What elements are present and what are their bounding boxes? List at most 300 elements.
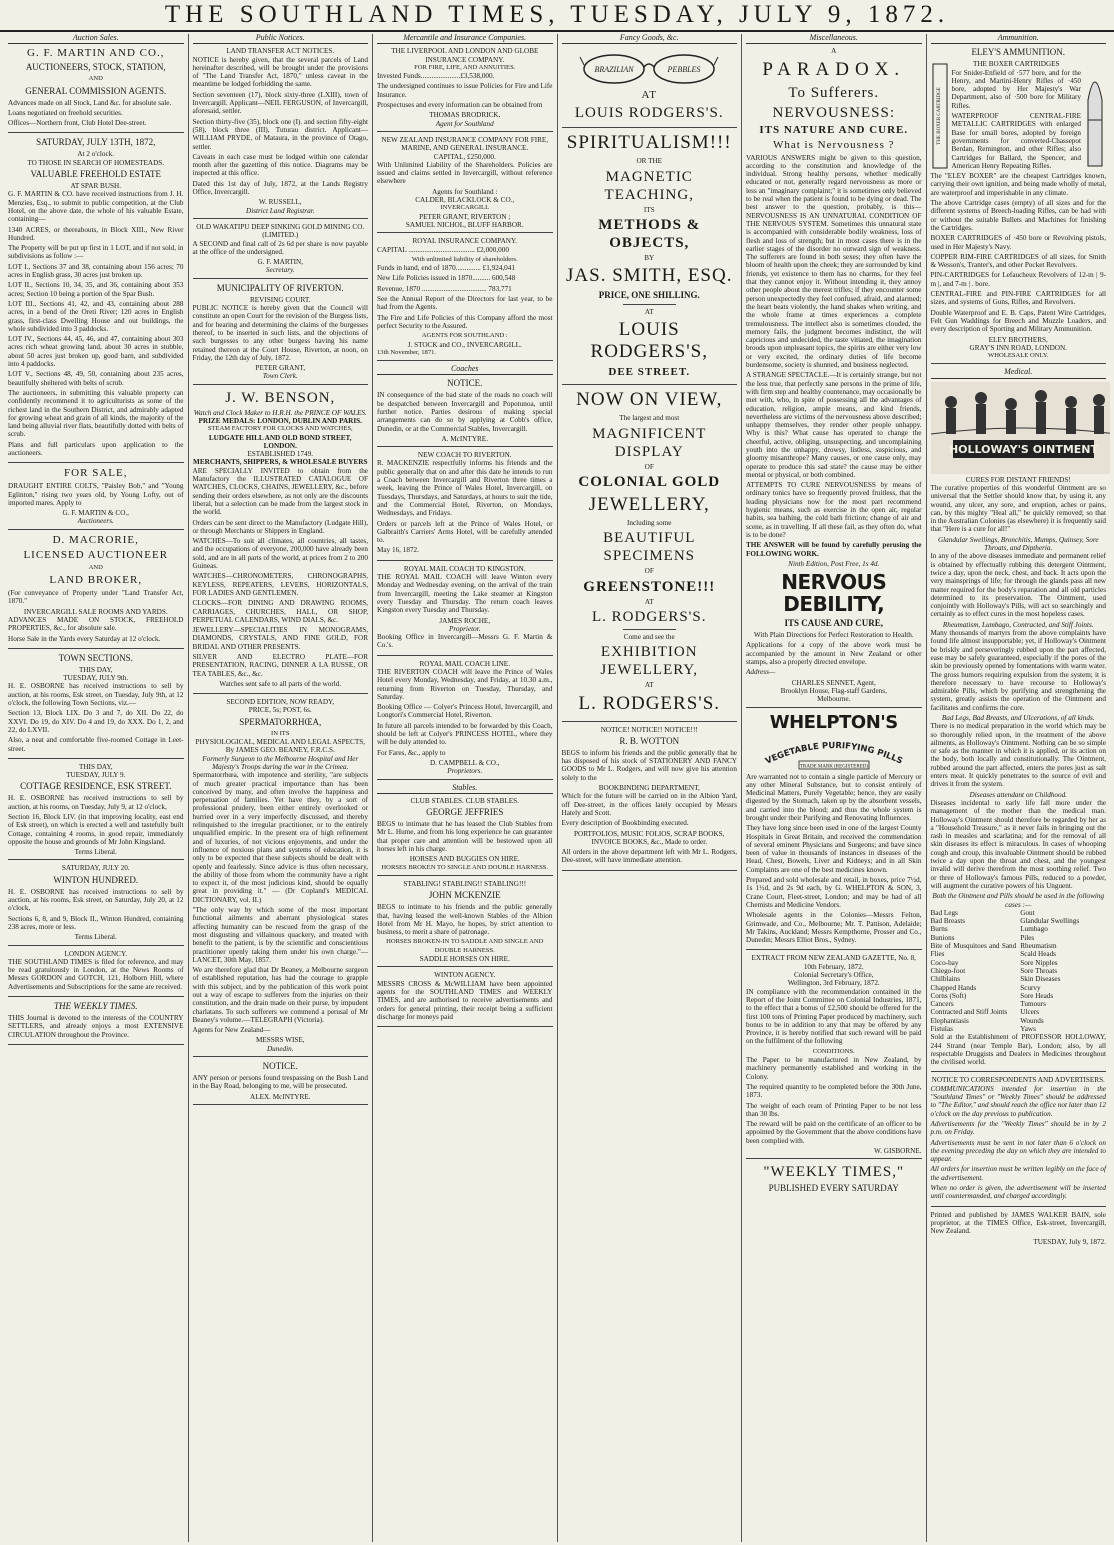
royal-signature: J. STOCK and CO., INVERCARGILL.: [407, 340, 522, 349]
magnificent: MAGNIFICENT DISPLAY: [592, 425, 707, 460]
price: PRICE, ONE SHILLING.: [598, 290, 700, 301]
benson-established: ESTABLISHED 1749.: [247, 450, 314, 459]
winton-agency-ad: [377, 971, 553, 1027]
osborne-body: H. E. OSBORNE has received instructions to sell by auction, at his rooms, Esk street, on Tuesday, July 9th, at 12 o'clock, the following Town Sections, viz.—: [8, 682, 184, 708]
imprint-date: TUESDAY, July 9, 1872.: [1033, 1237, 1106, 1246]
at-3: AT: [644, 597, 654, 606]
nz-agent-1b: INVERCARGILL: [440, 204, 490, 212]
benson-orders: Orders can be sent direct to the Manufactory (Ludgate Hill), or through Merchants or Shippers in England.: [192, 518, 368, 535]
benson-steam: STEAM FACTORY FOR CLOCKS AND WATCHES,: [207, 425, 353, 433]
macrorie-sub2: LAND BROKER,: [49, 574, 143, 587]
newcoach-date: May 16, 1872.: [377, 546, 419, 555]
strange-spectacle: A STRANGE SPECTACLE.—It is certainly strange, but not the less true, that perfectly sane persons in the prime of life, with firm step and healthy countenance, may occasionally be met with, who, in spite of possessing all the advantages of education, religion, ample means, and kind friends, nevertheless are victims of the nervousness above described; unhappy themselves, they render other people unhappy. Why is this? What cause has operated to change the cheerful, active, obliging, unsuspecting, and uncomplaining youth into the unhappy, drowsy, listless, suspicious, and gloomy misanthrope? Many causes, or one cause only, may operate to produce this sad state? the cause may be either mental or physical, or both combined.: [746, 371, 922, 479]
c-notice-signature: A. McINTYRE.: [441, 434, 488, 443]
eley-ad: [931, 47, 1107, 364]
sperm-sub: PHYSIOLOGICAL, MEDICAL AND LEGAL ASPECTS,: [195, 738, 366, 747]
winton-sections: Sections 6, 8, and 9, Block II., Winton Hundred, containing 238 acres, more or less.: [8, 914, 184, 931]
second-price: PRICE, 5s; POST, 6s.: [248, 706, 312, 715]
lot-5: LOT V., Sections 48, 49, 50, containing about 235 acres, beautifully sheltered with belts of scrub.: [8, 370, 184, 387]
ltact-title: LAND TRANSFER ACT NOTICES.: [226, 47, 335, 56]
disease-item: Elephantiasis: [930, 1016, 969, 1025]
sperm-location: Dunedin.: [266, 1044, 294, 1053]
weekly-title: THE WEEKLY TIMES.: [53, 1001, 138, 1012]
disease-item: Sore Heads: [1020, 991, 1054, 1000]
pills-logo-text: VEGETABLE PURIFYING PILLS: [763, 740, 904, 767]
benson-watches: WATCHES—To suit all climates, all countries, all tastes, and the occupations of everyone, 200,000 have already been sold, and are in all parts of the world, at prices from 2 to 200 Guineas.: [192, 537, 368, 571]
kingston-signature: JAMES ROCHE,: [439, 616, 491, 625]
tuesday: TUESDAY, JULY 9th.: [63, 674, 129, 683]
melbourne: Melbourne.: [817, 695, 851, 704]
double-waterproof: Double Waterproof and E. B. Caps, Patent Wire Cartridges, Felt Gun Waddings for Breech and Muzzle Loaders, and every description of Sporting and Military Ammunition.: [930, 308, 1106, 334]
cottage-note: Also, a neat and comfortable five-roomed Cottage in Leet-street.: [8, 736, 184, 753]
second-edition: SECOND EDITION, NOW READY,: [226, 698, 335, 707]
mckenzie-title: JOHN MCKENZIE: [428, 890, 501, 901]
ltact-body: NOTICE is hereby given, that the several parcels of Land hereinafter described, will be brought under the provisions of "The Land Transfer Act, 1870," unless caveat in the meantime be lodged forbidding the same.: [192, 55, 368, 89]
whelpton-ad: [746, 712, 922, 951]
central-fire: CENTRAL-FIRE and PIN-FIRE CARTRIDGES for all sizes, and systems of Guns, Rifles, and Revolvers.: [930, 290, 1106, 307]
rodgers-1: LOUIS RODGERS'S.: [574, 105, 724, 122]
disease-item: Glandular Swellings: [1020, 917, 1080, 926]
eley-title: ELEY'S AMMUNITION.: [971, 47, 1066, 58]
terms: Terms Liberal.: [74, 848, 117, 857]
spiritualism-ad: [562, 132, 738, 385]
macrorie-and: AND: [88, 563, 103, 571]
sperm-by: By JAMES GEO. BEANEY, F.R.C.S.: [225, 746, 335, 755]
rmcl-body: THE RIVERTON COACH will leave the Prince of Wales Hotel every Monday, Wednesday, and Friday, at 10.30 a.m., returning from Riverton on Tuesday, Thursday, and Saturday.: [377, 668, 553, 701]
come: Come and see the: [623, 632, 675, 641]
royal-title: ROYAL INSURANCE COMPANY.: [412, 237, 518, 246]
eley-boxer: The "ELEY BOXER" are the cheapest Cartridges known, carrying their own ignition, and being made wholly of metal, are waterproof and imperishable in any climate.: [930, 172, 1106, 197]
forsale-role: Auctioneers.: [77, 517, 114, 526]
rmcl-booking: Booking Office — Colyer's Princess Hotel, Invercargill, and Longtori's Commercial Hotel, Riverton.: [377, 703, 553, 720]
ll-prospectuses: Prospectuses and every information can be obtained from: [377, 101, 543, 110]
forsale-signature: G. F. MARTIN & CO.,: [62, 509, 129, 518]
disease-item: Chapped Hands: [930, 983, 977, 992]
macrorie-horse: Horse Sale in the Yards every Saturday at 12 o'clock.: [8, 634, 161, 643]
nz-agent-2: PETER GRANT, RIVERTON ;: [419, 212, 511, 221]
benson-jewellery: JEWELLERY—SPECIALITIES IN MONOGRAMS, DIAMONDS, CRYSTALS, AND FINE GOLD, FOR BRIDAL AND OTHER PRESENTS.: [192, 626, 368, 651]
kingston-coach-ad: [377, 565, 553, 656]
or-the: OR THE: [636, 157, 663, 166]
kingston-title: ROYAL MAIL COACH TO KINGSTON.: [403, 564, 526, 573]
coach-notice-ad: [377, 378, 553, 447]
notice-body: ANY person or persons found trespassing on the Bush Land in the Bay Road, belonging to me, will be prosecuted.: [192, 1074, 368, 1091]
childhood-title: Diseases attendant on Childhood.: [969, 790, 1067, 799]
holloway-body: The curative properties of this wonderful Ointment are so universal that the Settler should know that, by using it, any wound, any ulcer, any sore, and eruption, aches or pains, can, by this mighty "Heal all," be quickly removed; so that in the Australian Colonies (as elsewhere) it is frequently said that "Here is a cure for all!": [930, 483, 1106, 534]
sperm-title: SPERMATORRHŒA,: [239, 716, 322, 727]
svg-text:VEGETABLE PURIFYING PILLS: [764, 740, 904, 766]
every-description: Every description of Bookbinding executed.: [561, 819, 689, 828]
martin-sub: AUCTIONEERS, STOCK, STATION,: [25, 62, 166, 73]
largest: The largest and most: [619, 414, 680, 423]
bad-legs-body: There is no medical preparation in the world which may be so thoroughly relied upon, in the treatment of the above ailments, as Holloway's Ointment. Nothing can be so simple or safe as the manner in which it is applied, or its action on the body, both locally and constitutionally. The Ointment, rubbed around the part affected, enters the pores just as salt enters meat. It quickly penetrates to the source of evil and drives it from the system.: [930, 722, 1106, 789]
benson-note: Watches sent safe to all parts of the world.: [219, 679, 342, 688]
column-2: [189, 34, 374, 1542]
conditions: CONDITIONS.: [812, 1047, 855, 1055]
sat-20: SATURDAY, JULY 20.: [61, 864, 130, 873]
condition-1: The Paper to be manufactured in New Zealand, by machinery permanently established and working in the Colony.: [746, 1056, 922, 1081]
tuesday-2: TUESDAY, JULY 9.: [66, 771, 126, 780]
answer: THE ANSWER will be found by carefully perusing the FOLLOWING WORK.: [746, 541, 922, 558]
ll-funds: Invested Funds......................£3,538,000.: [377, 72, 495, 81]
revolver: BOXER CARTRIDGES of ·450 bore or Revolving pistols, used in Her Majesty's Navy.: [930, 234, 1106, 251]
orders-note: All orders in the above department left with Mr L. Rodgers, Dee-street, will have immediate attention.: [561, 848, 737, 865]
jas-smith: JAS. SMITH, ESQ.: [566, 265, 733, 287]
disease-item: Sore Throats: [1020, 966, 1058, 975]
trespass-notice-ad: [193, 1061, 369, 1105]
cartridge-icon: [931, 60, 949, 170]
its: ITS: [643, 205, 655, 214]
royal-date: 13th November, 1871.: [377, 348, 437, 356]
spermatorrhoea-ad: [193, 698, 369, 1057]
spiritualism: SPIRITUALISM!!!: [566, 132, 732, 154]
london-title: LONDON AGENCY.: [64, 949, 128, 958]
nz-capital: CAPITAL, £250,000.: [433, 152, 496, 161]
martin-offices: Offices—Northern front, Club Hotel Dee-street.: [8, 119, 147, 128]
cause-cure: ITS CAUSE AND CURE,: [784, 618, 884, 629]
lot-4: LOT IV., Sections 44, 45, 46, and 47, containing about 303 acres rich wheat growing land, about 30 acres in stubble, about 50 acres just broken up, good barn, and subdivided into 4 paddocks.: [8, 335, 184, 369]
bullet-icon: [1084, 60, 1106, 170]
waterproof: WATERPROOF CENTRAL-FIRE METALLIC CARTRIDGES with enlarged Base for small bores, adopted by foreign governments for converted-Chassepot Berdan, Remington, and other Rifles; also Cartridges for Ballard, the Spencer, and American Henry Repeating Rifles.: [951, 112, 1081, 170]
wotton-body-2: Which for the future will be carried on in the Albion Yard, off Dee-street, in the offices lately occupied by Messrs Hately and Scott.: [561, 792, 737, 817]
liverpool-ad: [377, 47, 553, 132]
brooklyn: Brooklyn House, Flag-staff Gardens,: [780, 686, 887, 695]
corr-title: NOTICE TO CORRESPONDENTS AND ADVERTISERS.: [931, 1076, 1105, 1085]
sale-date: SATURDAY, JULY 13TH, 1872,: [36, 137, 156, 148]
cartridge-label: THE BOXER CARTRIDGE: [936, 87, 942, 146]
newcoach-title: NEW COACH TO RIVERTON.: [417, 451, 512, 460]
macrorie-title: D. MACRORIE,: [52, 533, 139, 546]
section-header: Ammunition.: [931, 34, 1107, 44]
disease-item: Burns: [930, 925, 948, 934]
column-1: [4, 34, 189, 1542]
estate-location: AT SPAR BUSH.: [70, 182, 122, 191]
sections-list: Section 13, Block LIX. Do 3 and 7, do XII. Do 22, do XXVI. Do 19, do XIV. Do 4 and 19, do XXX. Do 1, 2, and 22, do LXVII.: [8, 709, 184, 734]
this-day: THIS DAY,: [78, 665, 113, 674]
column-5: [742, 34, 927, 1542]
portfolios: PORTFOLIOS, MUSIC FOLIOS, SCRAP BOOKS, INVOICE BOOKS, &c., Made to order.: [574, 829, 725, 846]
cures: CURES FOR DISTANT FRIENDS!: [965, 475, 1071, 484]
applications: Applications for a copy of the above work must be accompanied by the amount in New Zealand or other stamps, also a properly directed envelope.: [746, 641, 922, 667]
london-agency-ad: [8, 950, 184, 997]
nz-agents: Agents for Southland :: [432, 187, 498, 196]
ll-role: Agent for Southland: [435, 119, 494, 128]
disease-item: Corns (Soft): [930, 991, 967, 1000]
this-day-2: THIS DAY,: [78, 762, 113, 771]
cottage-body: H. E. OSBORNE has received instructions to sell by auction, at his rooms, on Tuesday, July 9, at 12 o'clock,: [8, 794, 184, 811]
sale-time: At 2 o'clock.: [77, 150, 115, 159]
cottage-title: COTTAGE RESIDENCE, ESK STREET.: [20, 781, 172, 792]
nz-insurance-ad: [377, 136, 553, 233]
waka-title: OLD WAKATIPU DEEP SINKING GOLD MINING CO. (LIMITED.): [196, 222, 365, 240]
holloway-illustration-icon: [931, 382, 1111, 474]
cottage-ad: [8, 763, 184, 861]
rheumatism-body: Many thousands of martyrs from the above complaints have found life almost insupportable; yet, if Holloway's Ointment be briskly and perseveringly rubbed upon the part affected, ease may be safely guaranteed, especially if the pores of the skin be previously opened by fomentations with warm water. The gross humors requiring expulsion from the system; it is therefore necessary to have recourse to Holloway's admirable Pills, which by purifying and strengthening the system, greatly assists the operation of the Ointment and facilitates and confirms the cure.: [930, 629, 1106, 712]
both-title: Both the Ointment and Pills should be used in the following cases :—: [932, 892, 1105, 909]
royal-revenue: Revenue, 1870 .................................... 783,771: [377, 284, 512, 293]
section-header: Mercantile and Insurance Companies.: [377, 34, 553, 44]
kingston-booking: Booking Office in Invercargill—Messrs G. F. Martin & Co.'s.: [377, 633, 553, 650]
town-sections-ad: [8, 653, 184, 759]
royal-agents: AGENTS FOR SOUTHLAND :: [421, 332, 508, 340]
royal-mail-line-ad: [377, 660, 553, 780]
royal-capital: CAPITAL ..................................... £2,000,000: [377, 245, 509, 254]
ltact-section-2: Section thirty-five (35), block one (I). and section fifty-eight (58), block three (III), Tuturau district. Applicant—WILLIAM PRYDE, of Mataura, in the province of Otago, settler.: [192, 117, 368, 151]
waka-signature: G. F. MARTIN,: [257, 258, 303, 267]
disease-item: Fistulas: [930, 1024, 953, 1033]
martin-and: AND: [88, 75, 103, 83]
martin-sub2: GENERAL COMMISSION AGENTS.: [25, 85, 167, 96]
benson-sub: Watch and Clock Maker to H.R.H. the PRINCE OF WALES.: [193, 408, 367, 417]
holloway-ad: [931, 382, 1107, 1073]
copper: COPPER RIM-FIRE CARTRIDGES of all sizes, for Smith & Wesson's, Tranter's, and other Pocket Revolvers.: [930, 252, 1106, 270]
disease-item: Bad Legs: [930, 908, 958, 917]
section-header: Miscellaneous.: [746, 34, 922, 44]
disease-item: Piles: [1020, 933, 1035, 942]
nz-body: With Unlimited Liability of the Shareholders. Policies are issued and claims settled in Invercargill, without reference elsewhere: [377, 160, 553, 186]
spectacles-icon: [579, 47, 719, 87]
stables-header: Stables.: [377, 784, 553, 794]
attempts: ATTEMPTS TO CURE NERVOUSNESS by means of ordinary tonics have so frequently proved fruitless, that the leading physicians now for the most part recommend hygienic means, such as exercise in the open air, regular habits, sea bathing, the cold bath friction; change of air and scene, as in travelling. If all these fail, as they often do, what is to be done?: [746, 481, 922, 539]
whelpton-agents: Wholesale agents in the Colonies—Messrs Felton, Grimwade, and Co., Melbourne; Mr. T. Pattison, Adelaide; Mr Takins, Auckland; Messrs Kempthorne, Prosser and Co., Dunedin; Messrs Elliot Bros., Sydney.: [746, 911, 922, 945]
disease-item: Bunions: [930, 933, 955, 942]
royal-liability: With unlimited liability of shareholders.: [411, 255, 518, 263]
whelpton-title: WHELPTON'S: [769, 711, 898, 733]
ll-body: The undersigned continues to issue Policies for Fire and Life Insurance.: [377, 82, 553, 99]
glandular-title: Glandular Swellings, Bronchitis, Mumps, Quinsey, Sore Throats, and Diptheria.: [937, 535, 1099, 553]
spar-bush-ad: [8, 137, 184, 463]
compliance: IN compliance with the recommendation contained in the Report of the Joint Committee on Colonial Industries, 1871, to the effect that a bonus of £2,500 should be offered for the first 100 tons of Printing Paper produced by machinery, such bonus to be in addition to any that may be offered by any Province, it is hereby notified that such reward will be paid on the fulfilment of the following: [746, 987, 922, 1046]
london-body: THE SOUTHLAND TIMES is filed for reference, and may be read gratuitously in London, at the News Rooms of Messrs GORDON and GOTCH, 121, Holborn Hill, where Advertisements and Subscriptions for the same are received.: [8, 957, 184, 991]
bookbinding: BOOKBINDING DEPARTMENT,: [598, 784, 700, 793]
martin-ad: [8, 47, 184, 133]
column-3: [373, 34, 558, 1542]
weekly-body: THIS Journal is devoted to the interests of the COUNTRY SETTLERS, and already enjoys a most EXTENSIVE CIRCULATION throughout the Province.: [8, 1014, 184, 1039]
disease-item: Rheumatism: [1020, 942, 1057, 951]
colonial-secretary: Colonial Secretary's Office,: [793, 971, 874, 980]
imprint: [931, 1211, 1107, 1246]
macrorie-ad: [8, 534, 184, 649]
town-title: TOWN SECTIONS.: [58, 652, 133, 663]
medical-header: Medical.: [931, 368, 1107, 378]
weekly-title: "WEEKLY TIMES,": [763, 1164, 905, 1181]
ltact-signature: W. RUSSELL,: [258, 198, 302, 207]
disease-item: Cancers: [930, 1000, 954, 1009]
lot-1: LOT I., Sections 37 and 38, containing about 156 acres; 70 acres in English grass, 30 acres just broken up.: [8, 262, 184, 280]
nervous-debility: NERVOUS DEBILITY,: [781, 570, 887, 617]
mckenzie-body: BEGS to intimate to his friends and the public generally that, having leased the well-known Stables of the Albion Hotel from Mr H. Mayo, he hopes, by strict attention to business, to merit a share of patronage.: [377, 903, 553, 937]
condition-4: The reward will be paid on the certificate of an officer to be appointed by the Government that the above conditions have been complied with.: [746, 1120, 922, 1145]
rmcl-fares: For Fares, &c., apply to: [377, 748, 446, 757]
homesteads: TO THOSE IN SEARCH OF HOMESTEADS.: [27, 158, 165, 167]
corr-body: COMMUNICATIONS intended for insertion in the "Southland Times" or "Weekly Times" should be addressed to "The Editor," and should reach the office not later than 12 o'clock on the day previous to publication.: [930, 1084, 1106, 1118]
disease-item: Chilblains: [930, 975, 961, 984]
notice-signature: ALEX. McINTYRE.: [250, 1092, 311, 1101]
sperm-agents: Agents for New Zealand—: [192, 1026, 271, 1035]
exhibition: EXHIBITION JEWELLERY,: [600, 644, 699, 679]
disease-item: Bad Breasts: [930, 917, 966, 926]
sufferers: To Sufferers.: [788, 84, 880, 101]
masthead: THE SOUTHLAND TIMES, TUESDAY, JULY 9, 1872.: [0, 0, 1114, 32]
lot-2: LOT II., Sections 10, 34, 35, and 36, containing about 353 acres; Section 10 being a portion of the Spar Bush.: [8, 281, 184, 298]
nz-agent-3: SAMUEL NICHOL, BLUFF HARBOR.: [405, 220, 524, 229]
rheumatism-title: Rheumatism, Lumbago, Contracted, and Stiff Joints.: [942, 620, 1094, 629]
pin-cartridges: PIN-CARTRIDGES for Lefaucheux Revolvers of 12-m | 9-m |, and 7-m | . bore.: [930, 271, 1106, 288]
benson-watches-2: WATCHES—CHRONOMETERS, CHRONOGRAPHS, KEYLESS, REPEATERS, LEVERS, HORIZONTALS, FOR LADIES AND GENTLEMEN.: [192, 572, 368, 597]
divider: [623, 629, 676, 630]
estate-body: G. F. MARTIN & CO. have received instructions from J. H. Menzies, Esq., to submit to public competition, at the Club Hotel, on the above date, the whole of his valuable Estate, containing—: [8, 190, 184, 224]
condition-2: The required quantity to be completed before the 30th June, 1873.: [746, 1082, 922, 1100]
corr-body-3: Advertisements must be sent in not later than 6 o'clock on the evening preceding the day on which they are intended to appear.: [930, 1138, 1106, 1164]
bad-legs-title: Bad Legs, Bad Breasts, and Ulcerations, of all kinds.: [941, 714, 1095, 722]
club-title: CLUB STABLES. CLUB STABLES.: [410, 796, 519, 805]
jeffries-broken: HORSES BROKEN TO SINGLE AND DOUBLE HARNESS.: [381, 863, 549, 871]
magnetic: MAGNETIC TEACHING,: [604, 168, 694, 203]
benson-title: J. W. BENSON,: [225, 389, 336, 406]
muni-role: Town Clerk.: [262, 372, 298, 381]
winton-agency-body: MESSRS CROSS & McWILLIAM have been appointed agents for the SOUTHLAND TIMES and WEEKLY TIMES, and are authorised to receive advertisements and orders for general printing, their receipt being a sufficient discharge for moneys paid: [377, 979, 553, 1021]
rmcl-signature: D. CAMPBELL & CO.,: [429, 758, 500, 767]
macrorie-rooms: INVERCARGILL SALE ROOMS AND YARDS.: [23, 607, 168, 616]
boxer-title: THE BOXER CARTRIDGES: [972, 60, 1060, 69]
paradox-ad: [746, 47, 922, 707]
martin-advances: Advances made on all Stock, Land &c. for absolute sale.: [8, 98, 172, 107]
riverton-municipality-ad: [193, 283, 369, 385]
ltact-caveat: Caveats in each case must be lodged within one calendar month after the gazetting of this notice. Diagrams may be inspected at this office.: [192, 152, 368, 178]
sold-at: Sold at the Establishment of PROFESSOR HOLLOWAY, 244 Strand (near Temple Bar), London; also, by all respectable Druggists and Dealers in Medicines throughout the civilised world.: [930, 1033, 1106, 1067]
auctioneers-note: The auctioneers, in submitting this valuable property can confidently recommend it to agriculturists as some of the richest land in the Southern District, and admirably adapted for growing wheat and grain of all kinds, the majority of the land being alluvial river flats, beautifully dotted with belts of scrub.: [8, 388, 184, 439]
printed-by: Printed and published by JAMES WALKER BAIN, sole proprietor, at the TIMES Office, Esk-street, Invercargill, New Zealand.: [930, 1210, 1106, 1236]
rmcl-title: ROYAL MAIL COACH LINE.: [419, 659, 510, 668]
sperm-body-2: We are therefore glad that Dr Beaney, a Melbourne surgeon of established reputation, has had the courage to grapple with this subject, and by the publication of this work point out a way of escape to sufferers from the injuries on their constitution, and the drain made on their purse, by impudent charlatans. To such sufferers we commend a perusal of Mr Beaney's volume.—TELEGRAPH (Victoria).: [192, 966, 368, 1024]
waka-body: A SECOND and final call of 2s 6d per share is now payable at the office of the undersigned.: [192, 239, 368, 256]
greenstone: GREENSTONE!!!: [583, 578, 716, 595]
kingston-role: Proprietor.: [449, 624, 481, 633]
now-on-view: NOW ON VIEW,: [576, 389, 723, 411]
royal-note: The Fire and Life Policies of this Company afford the most perfect Security to the Assured.: [377, 313, 553, 330]
kingston-body: THE ROYAL MAIL COACH will leave Winton every Monday and Wednesday evening, on the arrival of the train from Invercargill, meeting the Lake steamer at Kingston every Tuesday and Thursday. The return coach leaves Kingston every Tuesday and Thursday.: [377, 573, 553, 615]
plain-directions: With Plain Directions for Perfect Restoration to Health.: [753, 631, 914, 640]
estate-property: The Property will be put up first in 1 LOT, and if not sold, in subdivisions as follow :—: [8, 244, 184, 261]
jeffries-body: BEGS to intimate that he has leased the Club Stables from Mr L. Hume, and from his long experience he can guarantee that proper care and attention will be bestowed upon all horses left in his charge.: [377, 820, 553, 854]
ll-signature: THOMAS BRODRICK,: [429, 111, 501, 120]
disease-item: Bite of Musquitoes and Sand Flies: [930, 942, 1017, 959]
diseases-list: [931, 909, 1107, 1033]
disease-item: Chiego-foot: [930, 966, 966, 975]
c-notice-body: IN consequence of the bad state of the roads no coach will be despatched between Invercargill and Popotunoa, until further notice. Parties desirous of making special arrangements can do so by applying at Cobb's office, Dunedin, or at the Commercial Stables, Invercargill.: [377, 391, 553, 433]
beautiful: BEAUTIFUL SPECIMENS: [603, 530, 696, 565]
column-4: [558, 34, 743, 1542]
rodgers-4: L. RODGERS'S.: [578, 692, 721, 714]
of-1: OF: [644, 462, 654, 471]
condition-3: The weight of each ream of Printing Paper to be not less than 30 lbs.: [746, 1101, 922, 1118]
sperm-signature: MESSRS WISE,: [255, 1036, 305, 1045]
rodgers-3: L. RODGERS'S.: [592, 608, 707, 625]
whelpton-prepared: Prepared and sold wholesale and retail, in boxes, price 7½d, 1s 1½d, and 2s 9d each, by G. WHELPTON & SON, 3, Crane Court, Fleet-street, London; and may be had of all Chemists and Medicine Vendors.: [746, 876, 922, 909]
wellington: Wellington, 3rd February, 1872.: [787, 979, 880, 988]
macrorie-advances: ADVANCES MADE ON STOCK, FREEHOLD PROPERTIES, &c., for absolute sale.: [8, 615, 184, 633]
royal-premiums: New Life Policies issued in 1870.......... 600,548: [377, 274, 516, 283]
nervousness: NERVOUSNESS:: [772, 104, 895, 121]
disease-item: Contracted and Stiff Joints: [930, 1008, 1008, 1017]
benson-address: LUDGATE HILL AND OLD BOND STREET, LONDON.: [208, 433, 352, 450]
disease-item: Skin Diseases: [1020, 975, 1061, 984]
muni-signature: PETER GRANT,: [255, 364, 306, 373]
section-header: Fancy Goods, &c.: [562, 34, 738, 44]
forsale-body: DRAUGHT ENTIRE COLTS, "Paisley Bob," and "Young Eglinton," rising two years old, by Young Lofty, out of imported mares. Apply to: [8, 482, 184, 507]
revising-court: REVISING COURT.: [249, 295, 311, 304]
royal-funds: Funds in hand, end of 1870.............. £1,924,041: [377, 264, 515, 273]
wholesale: WHOLESALE ONLY.: [988, 352, 1049, 360]
notices: NOTICE! NOTICE!! NOTICE!!!: [600, 725, 698, 734]
land-transfer-ad: [193, 47, 369, 219]
c-notice-title: NOTICE.: [447, 378, 483, 389]
corr-body-2: Advertisements for the "Weekly Times" should be in by 2 p.m. on Friday.: [930, 1119, 1106, 1137]
macrorie-conveyance: (For conveyance of Property under "Land Transfer Act, 1870.": [8, 589, 184, 606]
disease-item: Coco-bay: [930, 958, 959, 967]
section-header: Auction Sales.: [8, 34, 184, 44]
rodgers-spectacles-ad: [562, 47, 738, 128]
benson-merchants: MERCHANTS, SHIPPERS, & WHOLESALE BUYERS: [193, 458, 368, 467]
whelpton-body: Are warranted not to contain a single particle of Mercury or any other Mineral Substance, but to consist entirely of Medicinal Matters, Purely Vegetable; hence, they are easily digested by the Stomach, taken up by the absorbent vessels, and carried into the blood; and thus the whole system is brought under their Purifying and Renovating Influences.: [746, 772, 922, 822]
methods: METHODS & OBJECTS,: [598, 216, 701, 251]
club-stables-ad: [377, 797, 553, 876]
correspondents-ad: [931, 1076, 1107, 1206]
cottage-section: Section 16, Block LIV. (in that improving locality, east end of Esk street), on which is erected a well and tastefully built Cottage, containing 4 rooms, in good repair, immediately opposite the house and grounds of Mr John Kingsland.: [8, 813, 184, 846]
stabling: STABLING! STABLING!! STABLING!!!: [403, 879, 527, 888]
by: BY: [644, 253, 655, 262]
whelpton-body-2: They have long since been used in one of the largest County Hospitals in Great Britain, and received the commendation of several eminent Physicians and Surgeons; and have since been of value in thousands of instances in diseases of the Head, Chest, Bowels, Liver and Kidneys; and in all Skin Complaints are one of the best medicines known.: [746, 824, 922, 874]
disease-item: Scurvy: [1020, 983, 1041, 992]
boxer-body: For Snider-Enfield of ·577 bore, and for the Henry, and Martini-Henry Rifles of ·450 bore, adopted by Her Majesty's War Department, also of ·500 bore for Military Rifles.: [951, 68, 1081, 110]
wotton-title: R. B. WOTTON: [619, 735, 680, 746]
ltact-dated: Dated this 1st day of July, 1872, at the Lands Registry Office, Invercargill.: [192, 179, 368, 197]
a-letter: A: [831, 47, 837, 56]
rmcl-future: In future all parcels intended to be forwarded by this Coach, should be left at Colyer's PRINCESS HOTEL, where they will be duly attended to.: [377, 721, 553, 747]
rmcl-role: Proprietors.: [447, 767, 483, 776]
martin-title: G. F. MARTIN AND CO.,: [27, 47, 165, 60]
gisborne: W. GISBORNE.: [874, 1146, 922, 1155]
royal-report: See the Annual Report of the Directors for last year, to be had from the Agents.: [377, 295, 553, 312]
martin-loans: Loans negotiated on freehold securities.: [8, 108, 123, 117]
benson-clocks: CLOCKS—FOR DINING AND DRAWING ROOMS, CARRIAGES, CHURCHES, HALL, OR SHOP, PERPETUAL CALENDARS, WIND DIALS, &c.: [192, 599, 368, 624]
disease-item: Wounds: [1020, 1016, 1044, 1025]
trade-mark: TRADE MARK (REGISTERED): [799, 764, 868, 770]
address-label: Address—: [746, 668, 776, 677]
weekly-times-ad: [8, 1001, 184, 1045]
wotton-ad: [562, 726, 738, 871]
paradox: PARADOX.: [762, 58, 906, 80]
spectacles-left-label: BRAZILIAN: [594, 65, 634, 75]
muni-title: MUNICIPALITY OF RIVERTON.: [216, 282, 344, 293]
plans-note: Plans and full particulars upon application to the auctioneers.: [8, 440, 184, 457]
above-cartridges: The above Cartridge cases (empty) of all sizes and for the different systems of Breech-loading Rifles, can be had with or without the suitable Bullets and Machines for finishing the Cartridges.: [930, 199, 1106, 232]
jewellery-ad: [562, 389, 738, 721]
spectacles-right-label: PEBBLES: [667, 65, 701, 75]
for-sale-ad: [8, 467, 184, 529]
ninth-edition: Ninth Edition, Post Free, 1s 4d.: [788, 559, 880, 568]
notice-title: NOTICE.: [262, 1061, 298, 1072]
rodgers-2: LOUIS RODGERS'S,: [590, 319, 708, 363]
page-columns: [4, 34, 1110, 1542]
section-header: Public Notices.: [193, 34, 369, 44]
sperm-formerly: Formerly Surgeon to the Melbourne Hospital and Her Majesty's Troops during the war in the Crimea.: [202, 754, 359, 771]
published: PUBLISHED EVERY SATURDAY: [768, 1183, 899, 1194]
waka-role: Secretary.: [265, 266, 295, 275]
sennet: CHARLES SENNET, Agent,: [791, 678, 876, 687]
grays-inn: GRAY'S INN ROAD, LONDON.: [969, 343, 1067, 352]
winton-agency-title: WINTON AGENCY.: [434, 971, 496, 980]
